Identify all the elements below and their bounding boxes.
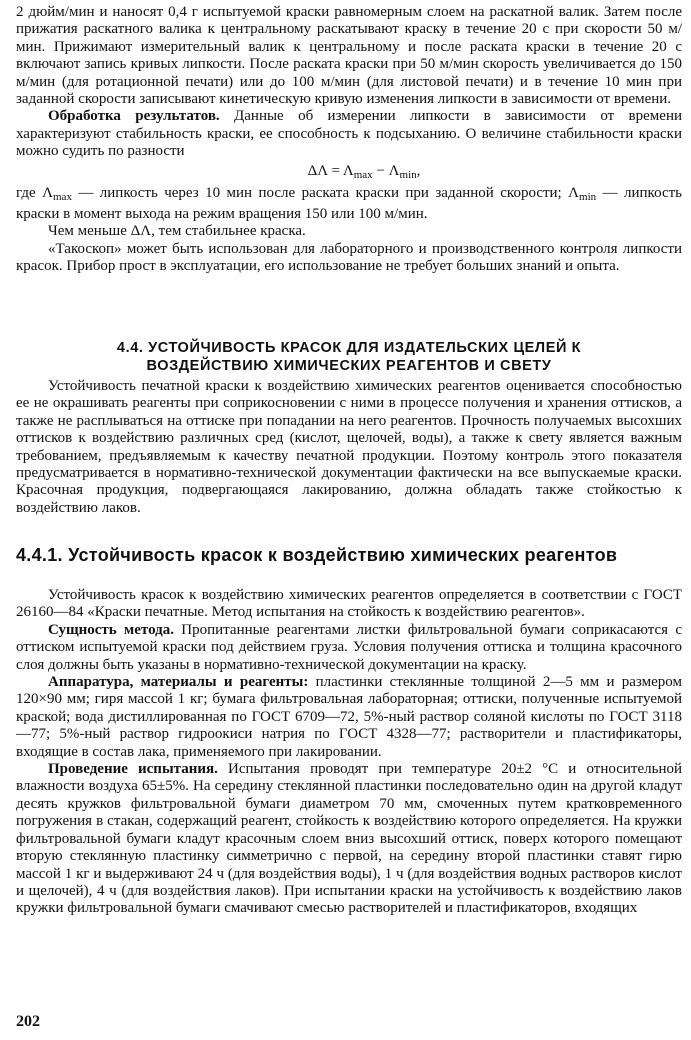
text-block-4-4-1: [16, 587, 682, 918]
paragraph-tack-measurement: 2 дюйм/мин и наносят 0,4 г испытуемой краски равномерным слоем на раскатной валик. Затем после прижатия раскатного валика к центральному раскатывают краску в течение 20 с при скорости 50 м/мин. Прижимают измерительный валик к центральному и после раската краски в течение 20 с включают запись кривых липкости. После раската краски при 50 м/мин скорость увеличивается до 150 м/мин (для ротационной печати) или до 100 м/мин (для листовой печати) и в течение 10 мин при заданной скорости записывают кинетическую кривую изменения липкости в зависимости от времени.: [16, 4, 682, 108]
page-number: 202: [16, 1013, 40, 1030]
paragraph-chemical-resistance: Устойчивость печатной краски к воздействию химических реагентов оценивается способностью ее не окрашивать реагенты при соприкосновении с ними в процессе получения и хранения оттисков, а также не расплываться на оттиске при попадании на него реагентов. Прочность получаемых высохших оттисков к воздействию различных сред (кислот, щелочей, воды), а также к свету является важным требованием, предъявляемым к качеству печатной продукции. Поэтому контроль этого показателя предусматривается в нормативно-технической документации фактически на все выпускаемые краски. Красочная продукция, подвергающаяся лакированию, должна обладать также стойкостью к воздействию лаков.: [16, 378, 682, 516]
formula-delta-tack: $\Delta\Lambda = \Lambda_{max} - \Lambda_{min}$,: [307, 162, 421, 181]
section-heading-4-4-1: 4.4.1. Устойчивость красок к воздействию химических реагентов: [16, 545, 618, 565]
section-heading-4-4: 4.4. УСТОЙЧИВОСТЬ КРАСОК ДЛЯ ИЗДАТЕЛЬСКИХ ЦЕЛЕЙ К ВОЗДЕЙСТВИЮ ХИМИЧЕСКИХ РЕАГЕНТОВ И СВЕТУ: [116, 340, 582, 374]
paragraph-formula-explanation: где $\Lambda_{max}$ — липкость через 10 мин после раската краски при заданной скорости; $\Lambda_{min}$ — липкость краски в момент выхода на режим вращения 150 или 100 м/мин.: [16, 184, 682, 223]
run-in-heading-apparatus: Аппаратура, материалы и реагенты:: [48, 674, 309, 691]
paragraph-results: Обработка результатов. Данные об измерении липкости в зависимости от времени характеризуют стабильность краски, ее способность к подсыханию. О величине стабильности краски можно судить по разности: [16, 108, 682, 160]
paragraph-apparatus: Аппаратура, материалы и реагенты: пластинки стеклянные толщиной 2—5 мм и размером 120×90 мм; гиря массой 1 кг; бумага фильтровальная лабораторная; оттиски, полученные испытуемой краской; вода дистиллированная по ГОСТ 6709—72, 5%-ный раствор соляной кислоты по ГОСТ 3118—77; 5%-ный раствор гидроокиси натрия по ГОСТ 4328—77; растворители и пластификаторы, входящие в состав лака, применяемого при лакировании.: [16, 674, 682, 760]
paragraph-method-essence: Сущность метода. Пропитанные реагентами листки фильтровальной бумаги соприкасаются с оттиском испытуемой краски под действием груза. Условия получения оттиска и толщина красочного слоя должны быть указаны в нормативно-технической документации на краску.: [16, 621, 682, 673]
paragraph-stability: Чем меньше ΔΛ, тем стабильнее краска.: [48, 223, 306, 240]
paragraph-tacoscope: «Такоскоп» может быть использован для лабораторного и производственного контроля липкости красок. Прибор прост в эксплуатации, его использование не требует больших знаний и опыта.: [16, 240, 682, 275]
paragraph-test-procedure: Проведение испытания. Испытания проводят при температуре 20±2 °С и относительной влажности воздуха 65±5%. На середину стеклянной пластинки последовательно один на другой кладут десять кружков фильтровальной бумаги диаметром 70 мм, смоченных путем кратковременного погружения в стакан, содержащий реагент, стойкость к воздействию которого определяется. На кружки фильтровальной бумаги кладут красочным слоем вниз высохший оттиск, поверх которого помещают вторую стеклянную пластинку симметрично с первой, на середину второй пластинки ставят гирю массой 1 кг и выдерживают 24 ч (для воздействия воды), 1 ч (для воздействия водных растворов кислот и щелочей), 4 ч (для воздействия лаков). При испытании краски на устойчивость к воздействию лаков кружки фильтровальной бумаги смачивают смесью растворителей и пластификаторов, входящих: [16, 761, 682, 917]
run-in-heading-method: Сущность метода.: [48, 621, 174, 638]
paragraph-gost-reference: Устойчивость красок к воздействию химических реагентов определяется в соответствии с ГОСТ 26160—84 «Краски печатные. Метод испытания на стойкость к воздействию реагентов».: [16, 587, 682, 621]
run-in-heading-results: Обработка результатов.: [48, 108, 220, 125]
text-block-4-4: [16, 378, 682, 517]
run-in-heading-procedure: Проведение испытания.: [48, 761, 218, 778]
text-block-top: [16, 4, 682, 276]
